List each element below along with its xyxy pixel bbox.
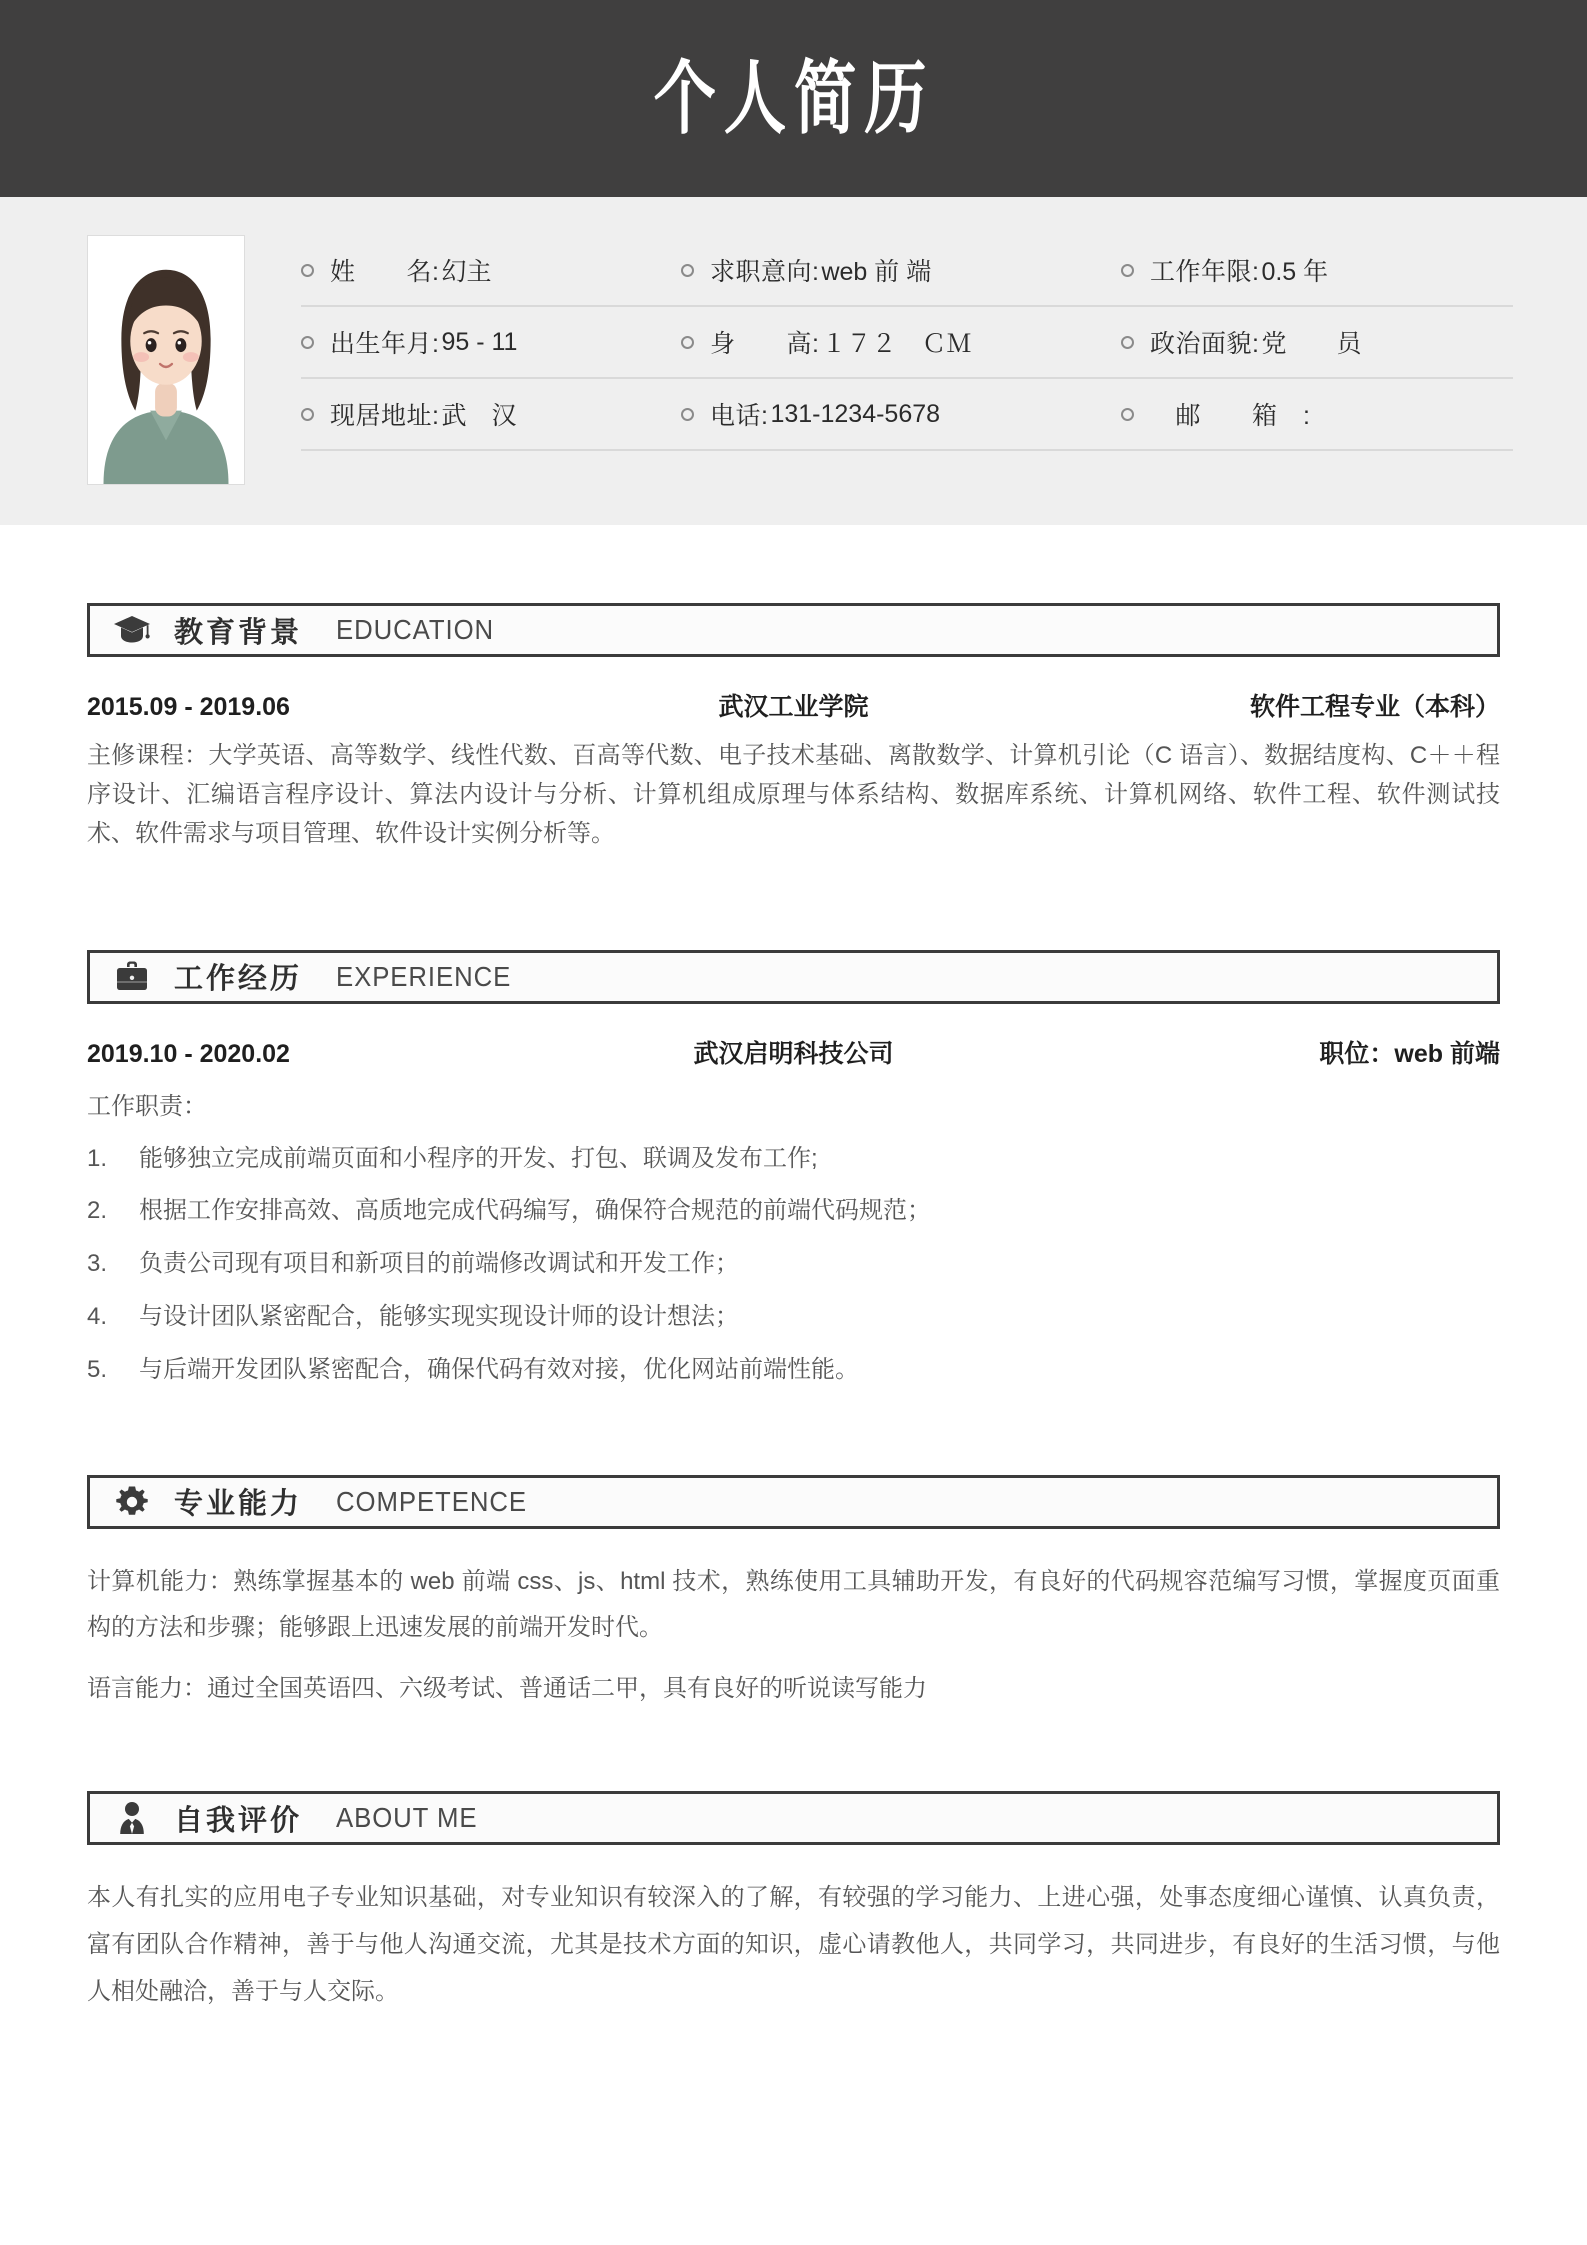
field-phone-label: 电话:	[710, 402, 769, 430]
page-title: 个人简历	[653, 53, 934, 143]
field-phone	[681, 396, 1121, 432]
page-header-band	[0, 0, 1587, 197]
list-item	[87, 1185, 1500, 1238]
bullet-ring-icon	[681, 336, 694, 349]
section-title-en-education: EDUCATION	[336, 614, 495, 645]
duty-text: 负责公司现有项目和新项目的前端修改调试和开发工作；	[139, 1250, 739, 1278]
field-political	[1121, 324, 1513, 360]
field-address-label: 现居地址:	[330, 402, 440, 430]
briefcase-icon	[112, 957, 152, 997]
field-address	[301, 396, 681, 432]
list-item	[87, 1344, 1500, 1397]
duty-text: 能够独立完成前端页面和小程序的开发、打包、联调及发布工作;	[139, 1144, 818, 1172]
experience-date: 2019.10 - 2020.02	[87, 1039, 290, 1068]
competence-body	[87, 1559, 1500, 1713]
profile-photo-illustration	[88, 236, 244, 484]
duty-text: 与后端开发团队紧密配合，确保代码有效对接，优化网站前端性能。	[139, 1355, 859, 1383]
profile-info-row	[301, 379, 1513, 451]
field-birth-label: 出生年月:	[330, 330, 440, 358]
about-body	[87, 1875, 1500, 2015]
bullet-ring-icon	[301, 336, 314, 349]
bullet-ring-icon	[1121, 336, 1134, 349]
duty-number: 2.	[87, 1197, 108, 1225]
list-item	[87, 1133, 1500, 1186]
section-title-cn-education: 教育背景	[174, 616, 303, 649]
field-address-value: 武 汉	[441, 402, 517, 430]
duty-number: 4.	[87, 1303, 108, 1331]
graduation-cap-icon	[112, 610, 152, 650]
about-text: 本人有扎实的应用电子专业知识基础，对专业知识有较深入的了解，有较强的学习能力、上进心强，处事态度细心谨慎、认真负责，富有团队合作精神，善于与他人沟通交流，尤其是技术方面的知识，虚心请教他人，共同学习，共同进步，有良好的生活习惯，与他人相处融洽，善于与人交际。	[87, 1884, 1500, 2005]
field-job-intent-label: 求职意向:	[710, 258, 820, 286]
avatar	[87, 235, 245, 485]
experience-entry-header	[87, 1034, 1500, 1070]
section-title-en-competence: COMPETENCE	[336, 1485, 527, 1517]
section-header-experience	[87, 950, 1500, 1004]
profile-panel	[0, 197, 1587, 525]
bullet-ring-icon	[1121, 264, 1134, 277]
duties-list	[87, 1133, 1500, 1397]
field-email	[1121, 396, 1513, 432]
section-title-cn-experience: 工作经历	[174, 963, 303, 996]
section-header-education	[87, 603, 1500, 657]
section-title-en-about: ABOUT ME	[336, 1802, 478, 1833]
person-tie-icon	[112, 1798, 152, 1838]
field-height-label: 身 高:	[710, 330, 820, 358]
section-title-cn-about: 自我评价	[174, 1804, 303, 1837]
education-school: 武汉工业学院	[718, 693, 869, 721]
list-item	[87, 1238, 1500, 1291]
section-title-en-experience: EXPERIENCE	[336, 960, 512, 992]
duty-number: 5.	[87, 1355, 108, 1383]
section-title-cn-competence: 专业能力	[174, 1488, 303, 1521]
field-email-label: 邮 箱 :	[1150, 402, 1311, 430]
field-name-value: 幻主	[441, 258, 492, 286]
field-phone-value: 131-1234-5678	[770, 399, 941, 428]
field-political-label: 政治面貌:	[1150, 330, 1260, 358]
field-height	[681, 324, 1121, 360]
bullet-ring-icon	[681, 408, 694, 421]
computer-skill-text: 计算机能力：熟练掌握基本的 web 前端 css、js、html 技术，熟练使用工具辅助开发，有良好的代码规容范编写习惯，掌握度页面重构的方法和步骤；能够跟上迅速发展的前端开发时代。	[87, 1567, 1500, 1642]
field-name-label: 姓 名:	[330, 258, 440, 286]
education-date: 2015.09 - 2019.06	[87, 693, 290, 721]
list-item	[87, 1291, 1500, 1344]
profile-info-grid	[301, 235, 1513, 451]
education-major: 软件工程专业（本科）	[1249, 693, 1500, 721]
field-job-intent-value: web 前 端	[821, 258, 932, 286]
education-entry	[87, 687, 1500, 854]
section-header-competence	[87, 1475, 1500, 1529]
education-entry-header	[87, 687, 1500, 723]
field-job-intent	[681, 252, 1121, 288]
education-courses: 主修课程：大学英语、高等数学、线性代数、百高等代数、电子技术基础、离散数学、计算机引论（C 语言）、数据结度构、C＋＋程序设计、汇编语言程序设计、算法内设计与分析、计算机组成原理与体系结构、数据库系统、计算机网络、软件工程、软件测试技术、软件需求与项目管理、软件设计实例分析等。	[87, 742, 1500, 847]
experience-position: 职位：web 前端	[1319, 1039, 1500, 1068]
duty-text: 与设计团队紧密配合，能够实现实现设计师的设计想法；	[139, 1303, 739, 1331]
field-birth	[301, 324, 681, 360]
section-header-about	[87, 1791, 1500, 1845]
bullet-ring-icon	[301, 264, 314, 277]
field-work-years	[1121, 252, 1513, 288]
duties-label: 工作职责：	[87, 1092, 207, 1120]
field-work-years-label: 工作年限:	[1150, 258, 1260, 286]
bullet-ring-icon	[1121, 408, 1134, 421]
field-work-years-value: 0.5 年	[1261, 258, 1329, 286]
field-height-value: １７２ ＣＭ	[821, 330, 972, 358]
gear-icon	[112, 1482, 152, 1522]
bullet-ring-icon	[301, 408, 314, 421]
duty-number: 1.	[87, 1144, 108, 1172]
duty-number: 3.	[87, 1250, 108, 1278]
field-birth-value: 95 - 11	[441, 327, 518, 356]
experience-company: 武汉启明科技公司	[693, 1039, 894, 1068]
language-skill-text: 语言能力：通过全国英语四、六级考试、普通话二甲，具有良好的听说读写能力	[87, 1675, 927, 1703]
field-name	[301, 252, 681, 288]
field-political-value: 党 员	[1261, 330, 1362, 358]
bullet-ring-icon	[681, 264, 694, 277]
profile-info-row	[301, 307, 1513, 379]
experience-entry	[87, 1034, 1500, 1397]
profile-info-row	[301, 235, 1513, 307]
duty-text: 根据工作安排高效、高质地完成代码编写，确保符合规范的前端代码规范；	[139, 1197, 931, 1225]
